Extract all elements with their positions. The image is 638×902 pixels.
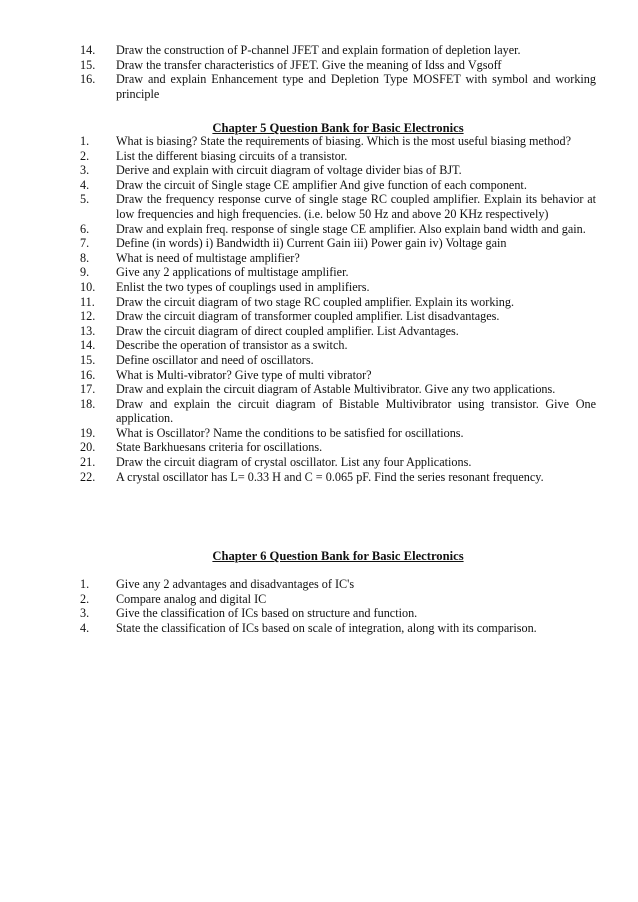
- question-number: 1.: [80, 134, 90, 148]
- question-item: [0, 192, 596, 221]
- question-item: [0, 324, 596, 339]
- question-text: Give any 2 applications of multistage amplifier.: [116, 265, 349, 280]
- question-item: [0, 58, 596, 73]
- question-text: Draw the circuit diagram of transformer coupled amplifier. List disadvantages.: [116, 309, 500, 324]
- question-text: What is Multi-vibrator? Give type of multi vibrator?: [116, 367, 372, 382]
- question-number: 9.: [80, 265, 90, 280]
- question-item: [0, 368, 596, 383]
- question-text: Derive and explain with circuit diagram of voltage divider bias of BJT.: [116, 163, 462, 178]
- question-text: Compare analog and digital IC: [116, 591, 267, 606]
- question-number: 12.: [80, 309, 96, 324]
- chapter-6-question-list: [0, 577, 638, 635]
- question-number: 15.: [80, 57, 96, 72]
- question-number: 13.: [80, 323, 96, 338]
- question-item: [0, 149, 596, 164]
- question-item: [0, 397, 596, 426]
- question-item: [0, 309, 596, 324]
- question-number: 6.: [80, 221, 90, 236]
- question-number: 15.: [80, 352, 96, 367]
- question-text: List the different biasing circuits of a transistor.: [116, 148, 348, 163]
- question-text: Give any 2 advantages and disadvantages of IC's: [116, 577, 355, 591]
- question-text: What is biasing? State the requirements of biasing. Which is the most useful biasing method?: [116, 134, 572, 148]
- question-item: [0, 43, 596, 58]
- question-text: State the classification of ICs based on scale of integration, along with its comparison.: [116, 620, 537, 635]
- question-number: 22.: [80, 469, 96, 484]
- question-item: [0, 606, 596, 621]
- question-number: 21.: [80, 455, 96, 470]
- question-number: 11.: [80, 294, 95, 309]
- question-item: [0, 280, 596, 295]
- question-number: 3.: [80, 606, 90, 621]
- question-number: 8.: [80, 250, 90, 265]
- question-number: 4.: [80, 177, 90, 192]
- question-number: 3.: [80, 163, 90, 178]
- question-number: 14.: [80, 43, 96, 57]
- question-text: Enlist the two types of couplings used in amplifiers.: [116, 279, 370, 294]
- question-number: 7.: [80, 236, 90, 251]
- question-item: [0, 440, 596, 455]
- question-text: Draw the circuit of Single stage CE amplifier And give function of each component.: [116, 177, 527, 192]
- question-number: 10.: [80, 279, 96, 294]
- question-text: Draw the transfer characteristics of JFET. Give the meaning of Idss and Vgsoff: [116, 57, 502, 72]
- question-text: Define (in words) i) Bandwidth ii) Current Gain iii) Power gain iv) Voltage gain: [116, 236, 507, 251]
- question-text: Draw the circuit diagram of crystal oscillator. List any four Applications.: [116, 455, 472, 470]
- question-text: Describe the operation of transistor as a switch.: [116, 338, 348, 353]
- question-number: 14.: [80, 338, 96, 353]
- question-number: 19.: [80, 425, 96, 440]
- question-list-top: [0, 43, 638, 101]
- question-item: [0, 592, 596, 607]
- question-number: 17.: [80, 382, 96, 397]
- question-item: [0, 236, 596, 251]
- question-text: Draw the construction of P-channel JFET and explain formation of depletion layer.: [116, 43, 521, 57]
- question-text: Draw and explain Enhancement type and Depletion Type MOSFET with symbol and working principle: [116, 72, 596, 101]
- question-text: Define oscillator and need of oscillators.: [116, 352, 314, 367]
- question-text: Draw the circuit diagram of direct coupled amplifier. List Advantages.: [116, 323, 459, 338]
- question-text: Draw the circuit diagram of two stage RC coupled amplifier. Explain its working.: [116, 294, 515, 309]
- question-number: 16.: [80, 367, 96, 382]
- question-item: [0, 621, 596, 636]
- chapter-5-heading: Chapter 5 Question Bank for Basic Electronics: [212, 121, 464, 135]
- question-text: Draw and explain freq. response of single stage CE amplifier. Also explain band width and gain.: [116, 221, 586, 236]
- question-item: [0, 470, 596, 485]
- question-number: 2.: [80, 591, 90, 606]
- question-text: Draw and explain the circuit diagram of Bistable Multivibrator using transistor. Give One application.: [116, 396, 596, 426]
- question-text: State Barkhuesans criteria for oscillations.: [116, 440, 323, 455]
- question-item: [0, 72, 596, 101]
- question-item: [0, 265, 596, 280]
- question-text: What is need of multistage amplifier?: [116, 250, 300, 265]
- question-text: What is Oscillator? Name the conditions to be satisfied for oscillations.: [116, 425, 464, 440]
- question-number: 4.: [80, 620, 90, 635]
- question-item: [0, 353, 596, 368]
- question-number: 5.: [80, 192, 90, 207]
- question-item: [0, 295, 596, 310]
- question-item: [0, 426, 596, 441]
- question-item: [0, 163, 596, 178]
- question-number: 20.: [80, 440, 96, 455]
- question-number: 2.: [80, 148, 90, 163]
- question-number: 16.: [80, 72, 96, 87]
- question-item: [0, 577, 596, 592]
- question-item: [0, 178, 596, 193]
- chapter-5-question-list: [0, 134, 638, 484]
- chapter-6-heading: Chapter 6 Question Bank for Basic Electronics: [212, 549, 464, 563]
- question-item: [0, 338, 596, 353]
- question-number: 1.: [80, 577, 90, 591]
- question-item: [0, 251, 596, 266]
- question-text: A crystal oscillator has L= 0.33 H and C = 0.065 pF. Find the series resonant frequency.: [116, 469, 544, 484]
- question-item: [0, 382, 596, 397]
- question-text: Draw and explain the circuit diagram of Astable Multivibrator. Give any two applications.: [116, 382, 556, 397]
- question-item: [0, 455, 596, 470]
- question-number: 18.: [80, 396, 96, 411]
- question-text: Draw the frequency response curve of single stage RC coupled amplifier. Explain its behavior at low frequencies and high frequencies. (i.e. below 50 Hz and above 20 KHz respectively): [116, 192, 596, 221]
- question-item: [0, 222, 596, 237]
- question-item: [0, 134, 596, 149]
- question-text: Give the classification of ICs based on structure and function.: [116, 606, 418, 621]
